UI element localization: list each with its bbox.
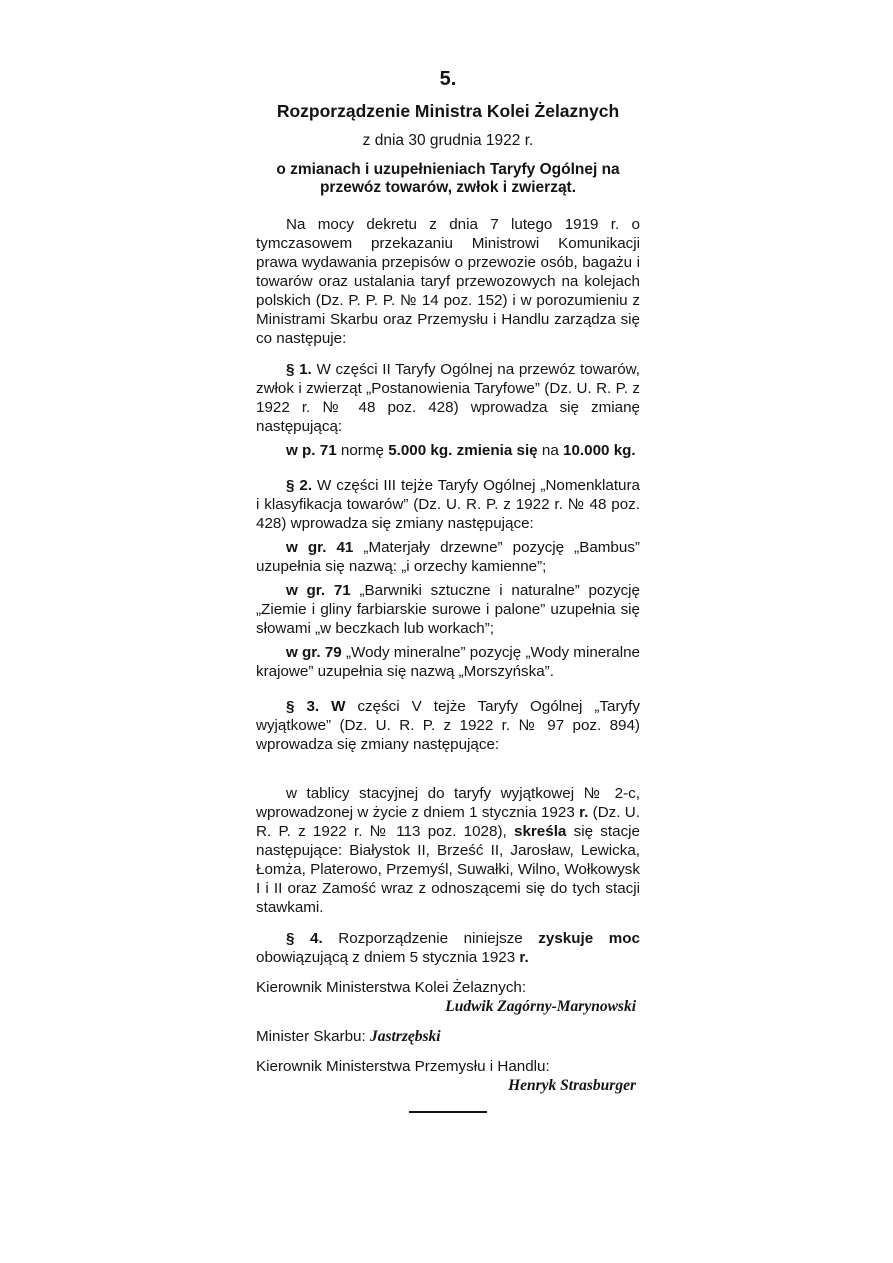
section-1-item-text-d: na bbox=[541, 442, 559, 459]
signature-2-title: Minister Skarbu: bbox=[256, 1028, 366, 1045]
intro-paragraph: Na mocy dekretu z dnia 7 lutego 1919 r. o tymczasowem przekazaniu Ministrowi Komunikacji prawa wydawania przepisów o przewozie osób, bagażu i towarów oraz ustalania taryf przewozowych na kolejach polskich (Dz. P. P. P. № 14 poz. 152) i w porozumieniu z Ministrami Skarbu oraz Przemysłu i Handlu zarządza się co następuje: bbox=[256, 216, 640, 347]
document-page bbox=[256, 66, 640, 1113]
section-3-mark-2: W bbox=[331, 698, 346, 715]
section-2 bbox=[256, 476, 640, 533]
section-1-item-text-a: normę bbox=[340, 442, 384, 459]
section-1-item bbox=[256, 441, 640, 460]
document-date: z dnia 30 grudnia 1922 r. bbox=[362, 132, 534, 149]
signature-2 bbox=[256, 1027, 640, 1046]
section-4 bbox=[256, 929, 640, 967]
section-2-item-1-text: „Materjały drzewne” pozycję „Bambus” uzupełnia się nazwą: „i orzechy kamienne”; bbox=[256, 539, 640, 575]
document-title: Rozporządzenie Ministra Kolei Żelaznych bbox=[276, 101, 620, 121]
signature-3-title: Kierownik Ministerstwa Przemysłu i Handlu: bbox=[256, 1058, 550, 1075]
section-1 bbox=[256, 360, 640, 436]
closing-rule bbox=[409, 1111, 487, 1113]
section-2-item-1-mark: w gr. 41 bbox=[286, 539, 354, 556]
section-4-text-r: r. bbox=[519, 949, 529, 966]
section-2-item-3 bbox=[256, 643, 640, 681]
section-4-text-b: obowiązującą z dniem 5 stycznia 1923 bbox=[256, 949, 516, 966]
section-2-item-2 bbox=[256, 581, 640, 638]
section-3-mark: § 3. bbox=[286, 698, 320, 715]
section-3-paragraph-a: w tablicy stacyjnej do taryfy wyjątkowej № 2-c, wprowadzonej w życie z dniem 1 stycznia 1923 bbox=[256, 785, 640, 821]
section-3-paragraph bbox=[256, 784, 640, 917]
section-1-item-mark: w p. 71 bbox=[286, 442, 337, 459]
section-1-item-text-e: 10.000 kg. bbox=[563, 442, 636, 459]
section-3-paragraph-bold: skreśla bbox=[514, 823, 567, 840]
section-2-mark: § 2. bbox=[286, 477, 313, 494]
signature-1-name: Ludwik Zagórny-Marynowski bbox=[445, 998, 636, 1015]
section-2-item-2-mark: w gr. 71 bbox=[286, 582, 351, 599]
signature-2-name: Jastrzębski bbox=[369, 1028, 441, 1045]
document-number: 5. bbox=[439, 68, 457, 90]
section-3-paragraph-b: (Dz. U. R. P. z 1922 r. № 113 poz. 1028), bbox=[256, 804, 640, 840]
document-subject: o zmianach i uzupełnieniach Taryfy Ogólnej na przewóz towarów, zwłok i zwierząt. bbox=[276, 161, 620, 196]
section-2-item-1 bbox=[256, 538, 640, 576]
section-4-text-bold: zyskuje moc bbox=[538, 930, 640, 947]
section-1-text: W części II Taryfy Ogólnej na przewóz towarów, zwłok i zwierząt „Postanowienia Taryfowe” (Dz. U. R. P. z 1922 r. № 48 poz. 428) wprowadza się zmianę następującą: bbox=[256, 361, 640, 435]
signature-1-title: Kierownik Ministerstwa Kolei Żelaznych: bbox=[256, 979, 527, 996]
section-3-text: części V tejże Taryfy Ogólnej „Taryfy wyjątkowe” (Dz. U. R. P. z 1922 r. № 97 poz. 894) wprowadza się zmiany następujące: bbox=[256, 698, 640, 753]
section-2-item-3-text: „Wody mineralne” pozycję „Wody mineralne krajowe” uzupełnia się nazwą „Morszyńska”. bbox=[256, 644, 640, 680]
section-2-item-3-mark: w gr. 79 bbox=[286, 644, 342, 661]
section-3-paragraph-c: się stacje następujące: Białystok II, Brześć II, Jarosław, Lewicka, Łomża, Platerowo, Przemyśl, Suwałki, Wilno, Wołkowysk I i II oraz Zamość wraz z odnoszącemi się do tych stacji stawkami. bbox=[256, 823, 640, 916]
section-2-text: W części III tejże Taryfy Ogólnej „Nomenklatura i klasyfikacja towarów” (Dz. U. R. P. z 1922 r. № 48 poz. 428) wprowadza się zmiany następujące: bbox=[256, 477, 640, 532]
section-4-mark: § 4. bbox=[286, 930, 323, 947]
section-1-item-text-b: 5.000 kg. bbox=[388, 442, 453, 459]
section-1-item-text-c: zmienia się bbox=[456, 442, 538, 459]
section-3-paragraph-r: r. bbox=[579, 804, 589, 821]
section-4-text-a: Rozporządzenie niniejsze bbox=[338, 930, 523, 947]
section-2-item-2-text: „Barwniki sztuczne i naturalne” pozycję „Ziemie i gliny farbiarskie surowe i palone” uzupełnia się słowami „w beczkach lub workach”; bbox=[256, 582, 640, 637]
signature-3-name: Henryk Strasburger bbox=[508, 1077, 636, 1094]
section-3 bbox=[256, 697, 640, 754]
section-1-mark: § 1. bbox=[286, 361, 312, 378]
